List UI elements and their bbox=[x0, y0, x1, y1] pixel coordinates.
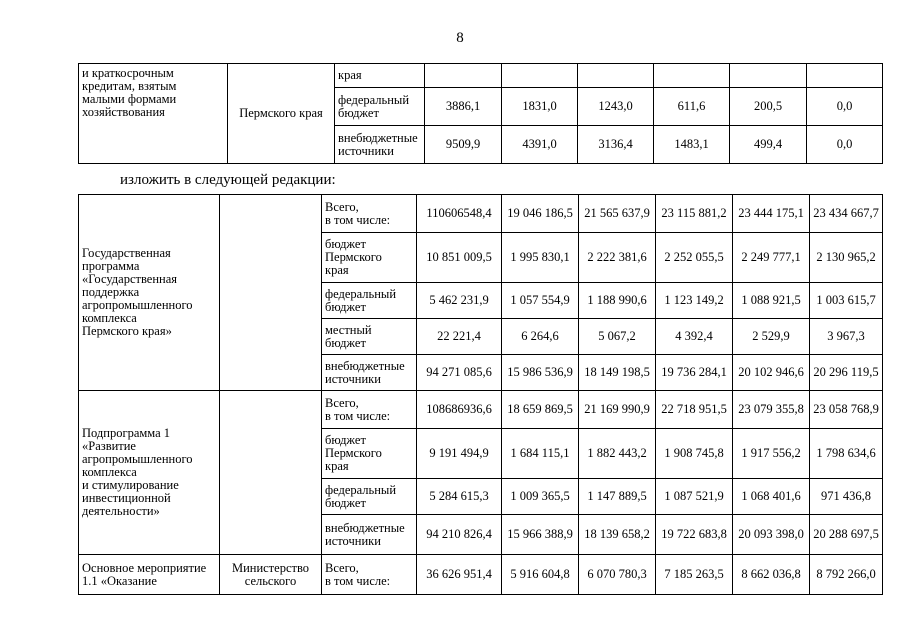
value-cell: 611,6 bbox=[654, 88, 730, 126]
value-cell: 15 986 536,9 bbox=[502, 355, 579, 391]
funding-table-new bbox=[78, 194, 883, 595]
executor-cell bbox=[220, 391, 322, 555]
value-cell: 23 115 881,2 bbox=[656, 195, 733, 233]
value-cell: 19 046 186,5 bbox=[502, 195, 579, 233]
intro-text: изложить в следующей редакции: bbox=[120, 172, 336, 188]
value-cell: 2 252 055,5 bbox=[656, 233, 733, 283]
value-cell: 4391,0 bbox=[502, 126, 578, 164]
value-cell: 10 851 009,5 bbox=[417, 233, 502, 283]
value-cell: 6 070 780,3 bbox=[579, 555, 656, 595]
value-cell: 20 288 697,5 bbox=[810, 515, 883, 555]
value-cell bbox=[578, 64, 654, 88]
value-cell: 18 149 198,5 bbox=[579, 355, 656, 391]
value-cell: 1 798 634,6 bbox=[810, 429, 883, 479]
value-cell: 20 296 119,5 bbox=[810, 355, 883, 391]
value-cell: 8 792 266,0 bbox=[810, 555, 883, 595]
executor-cell: Пермского края bbox=[228, 64, 335, 164]
value-cell: 1 684 115,1 bbox=[502, 429, 579, 479]
funding-source-cell: бюджет Пермского края bbox=[322, 233, 417, 283]
value-cell: 36 626 951,4 bbox=[417, 555, 502, 595]
value-cell: 18 659 869,5 bbox=[502, 391, 579, 429]
value-cell: 1 068 401,6 bbox=[733, 479, 810, 515]
value-cell: 20 093 398,0 bbox=[733, 515, 810, 555]
value-cell: 1 009 365,5 bbox=[502, 479, 579, 515]
value-cell: 22 221,4 bbox=[417, 319, 502, 355]
program-name-cell: Государственная программа «Государственная поддержка агропромышленного комплекса Пермского края» bbox=[79, 195, 220, 391]
value-cell: 1 147 889,5 bbox=[579, 479, 656, 515]
value-cell: 2 130 965,2 bbox=[810, 233, 883, 283]
value-cell: 5 067,2 bbox=[579, 319, 656, 355]
value-cell: 6 264,6 bbox=[502, 319, 579, 355]
table-row bbox=[79, 555, 883, 595]
value-cell: 15 966 388,9 bbox=[502, 515, 579, 555]
value-cell: 5 916 604,8 bbox=[502, 555, 579, 595]
value-cell: 22 718 951,5 bbox=[656, 391, 733, 429]
value-cell: 5 284 615,3 bbox=[417, 479, 502, 515]
value-cell: 9 191 494,9 bbox=[417, 429, 502, 479]
value-cell: 20 102 946,6 bbox=[733, 355, 810, 391]
funding-source-cell: бюджет Пермского края bbox=[322, 429, 417, 479]
value-cell bbox=[502, 64, 578, 88]
value-cell bbox=[807, 64, 883, 88]
funding-source-cell: местный бюджет bbox=[322, 319, 417, 355]
executor-cell bbox=[220, 195, 322, 391]
table-row bbox=[79, 195, 883, 233]
table-row bbox=[79, 64, 883, 88]
value-cell: 200,5 bbox=[730, 88, 807, 126]
value-cell: 94 210 826,4 bbox=[417, 515, 502, 555]
executor-cell: Министерство сельского bbox=[220, 555, 322, 595]
value-cell: 110606548,4 bbox=[417, 195, 502, 233]
funding-source-cell: внебюджетные источники bbox=[322, 355, 417, 391]
value-cell: 2 529,9 bbox=[733, 319, 810, 355]
value-cell: 1 088 921,5 bbox=[733, 283, 810, 319]
value-cell: 971 436,8 bbox=[810, 479, 883, 515]
value-cell: 1 908 745,8 bbox=[656, 429, 733, 479]
value-cell: 1 188 990,6 bbox=[579, 283, 656, 319]
value-cell: 21 169 990,9 bbox=[579, 391, 656, 429]
value-cell: 1 123 149,2 bbox=[656, 283, 733, 319]
value-cell: 18 139 658,2 bbox=[579, 515, 656, 555]
value-cell: 3136,4 bbox=[578, 126, 654, 164]
value-cell: 19 722 683,8 bbox=[656, 515, 733, 555]
value-cell: 19 736 284,1 bbox=[656, 355, 733, 391]
value-cell: 9509,9 bbox=[425, 126, 502, 164]
value-cell: 21 565 637,9 bbox=[579, 195, 656, 233]
funding-source-cell: Всего, в том числе: bbox=[322, 555, 417, 595]
value-cell bbox=[425, 64, 502, 88]
funding-source-cell: федеральный бюджет bbox=[322, 283, 417, 319]
value-cell: 1 917 556,2 bbox=[733, 429, 810, 479]
value-cell: 1 003 615,7 bbox=[810, 283, 883, 319]
value-cell: 4 392,4 bbox=[656, 319, 733, 355]
funding-source-cell: федеральный бюджет bbox=[322, 479, 417, 515]
funding-source-cell: федеральный бюджет bbox=[335, 88, 425, 126]
value-cell: 0,0 bbox=[807, 88, 883, 126]
program-name-cell: и краткосрочным кредитам, взятым малыми формами хозяйствования bbox=[79, 64, 228, 164]
value-cell: 2 249 777,1 bbox=[733, 233, 810, 283]
funding-source-cell: внебюджетные источники bbox=[322, 515, 417, 555]
value-cell: 0,0 bbox=[807, 126, 883, 164]
value-cell: 3886,1 bbox=[425, 88, 502, 126]
value-cell: 1831,0 bbox=[502, 88, 578, 126]
value-cell: 1 057 554,9 bbox=[502, 283, 579, 319]
value-cell: 23 079 355,8 bbox=[733, 391, 810, 429]
funding-source-cell: Всего, в том числе: bbox=[322, 195, 417, 233]
value-cell bbox=[730, 64, 807, 88]
funding-source-cell: Всего, в том числе: bbox=[322, 391, 417, 429]
value-cell: 499,4 bbox=[730, 126, 807, 164]
value-cell: 108686936,6 bbox=[417, 391, 502, 429]
program-name-cell: Подпрограмма 1 «Развитие агропромышленного комплекса и стимулирование инвестиционной деятельности» bbox=[79, 391, 220, 555]
value-cell: 94 271 085,6 bbox=[417, 355, 502, 391]
value-cell: 23 444 175,1 bbox=[733, 195, 810, 233]
value-cell: 1 882 443,2 bbox=[579, 429, 656, 479]
funding-source-cell: края bbox=[335, 64, 425, 88]
page-number: 8 bbox=[456, 30, 464, 46]
value-cell: 1483,1 bbox=[654, 126, 730, 164]
value-cell: 1 995 830,1 bbox=[502, 233, 579, 283]
value-cell: 3 967,3 bbox=[810, 319, 883, 355]
value-cell: 8 662 036,8 bbox=[733, 555, 810, 595]
program-name-cell: Основное мероприятие 1.1 «Оказание bbox=[79, 555, 220, 595]
value-cell: 23 058 768,9 bbox=[810, 391, 883, 429]
value-cell bbox=[654, 64, 730, 88]
value-cell: 1243,0 bbox=[578, 88, 654, 126]
value-cell: 5 462 231,9 bbox=[417, 283, 502, 319]
value-cell: 7 185 263,5 bbox=[656, 555, 733, 595]
table-row bbox=[79, 391, 883, 429]
funding-source-cell: внебюджетные источники bbox=[335, 126, 425, 164]
funding-table-previous bbox=[78, 63, 883, 164]
value-cell: 2 222 381,6 bbox=[579, 233, 656, 283]
value-cell: 23 434 667,7 bbox=[810, 195, 883, 233]
value-cell: 1 087 521,9 bbox=[656, 479, 733, 515]
